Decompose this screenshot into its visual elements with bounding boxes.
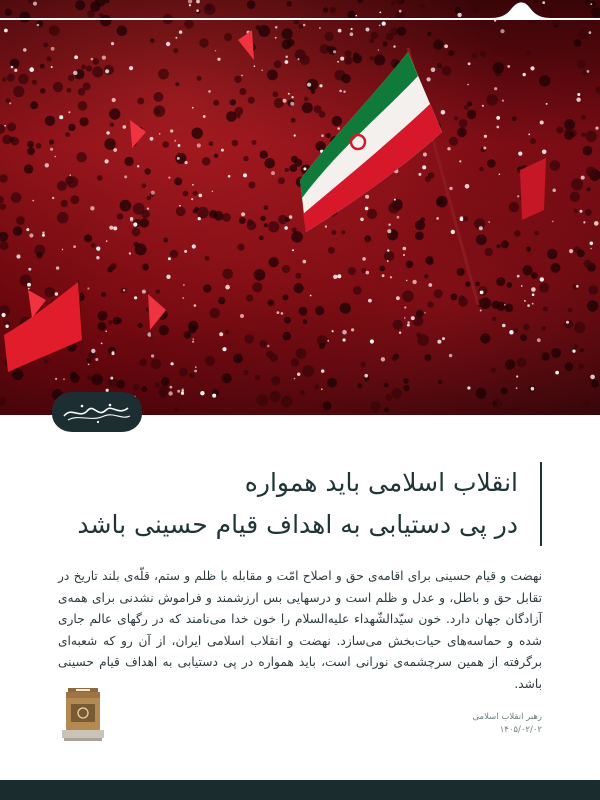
source-author: رهبر انقلاب اسلامی <box>472 712 542 722</box>
ballot-box-icon <box>62 686 104 742</box>
leader-signature-logo-icon <box>52 392 142 432</box>
source-date: ۱۴۰۵/۰۲/۰۲ <box>499 725 542 735</box>
hero-wave-edge <box>0 0 600 20</box>
body-paragraph: نهضت و قیام حسینی برای اقامه‌ی حق و اصلاح امّت و مقابله با ظلم و ستم، قلّه‌ی بلند تاریخ در تقابل حق و باطل، و عدل و ظلم است و درسهایی بس ارزشمند و فراموش نشدنی برای همه‌ی آزادگان جهان دارد. خون سیّدالشّهداء علیه‌السلام را خون خدا می‌نامند که در رگهای عالم جاری شده و حماسه‌های حیات‌بخش می‌سازد. نهضت و انقلاب اسلامی ایران، از آن رو که شعبه‌ای برگرفته از همین سرچشمه‌ی نورانی است، باید همواره در پی دستیابی به اهداف قیام حسینی باشد. <box>58 569 542 691</box>
headline-line-1: انقلاب اسلامی باید همواره <box>244 468 518 497</box>
footer-bar <box>0 780 600 800</box>
source-attribution <box>342 711 542 737</box>
headline <box>77 462 542 546</box>
headline-line-2: در پی دستیابی به اهداف قیام حسینی باشد <box>77 510 518 539</box>
